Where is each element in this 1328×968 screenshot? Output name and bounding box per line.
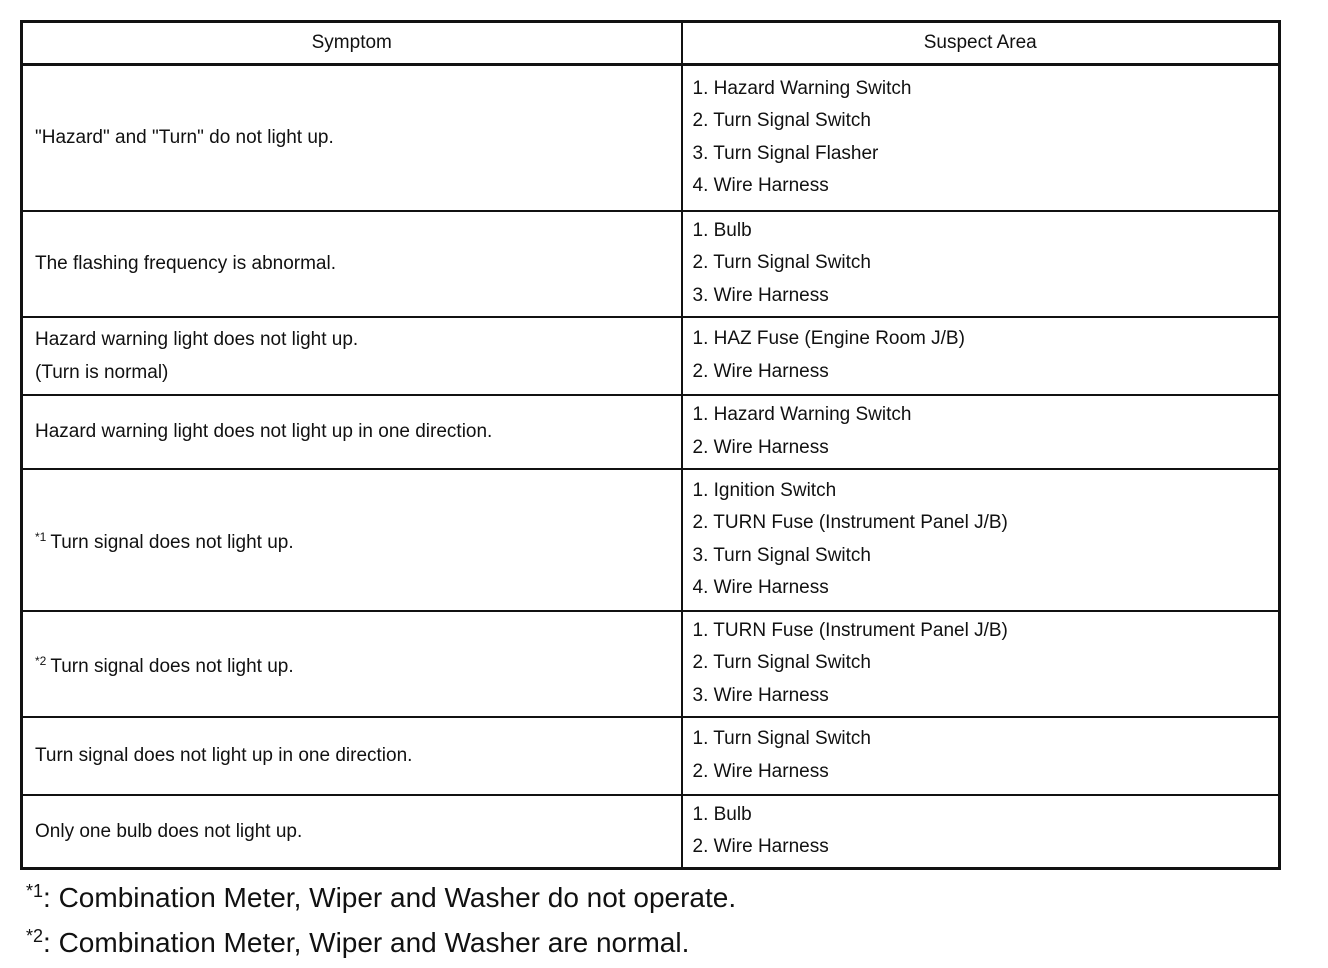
suspect-list	[693, 215, 1279, 313]
table-row	[22, 795, 1280, 869]
suspect-list	[693, 799, 1279, 864]
suspect-item: 1. Bulb	[692, 219, 752, 241]
suspect-item: 2. Wire Harness	[692, 436, 829, 458]
symptom-cell	[22, 317, 682, 395]
suspect-area-cell	[682, 795, 1280, 869]
table-row	[22, 65, 1280, 211]
footnote-2-text: : Combination Meter, Wiper and Washer are normal.	[43, 927, 690, 958]
symptom-cell	[22, 611, 682, 717]
symptom-cell	[22, 795, 682, 869]
suspect-list	[693, 615, 1279, 713]
symptom-text: Turn signal does not light up in one direction.	[35, 745, 413, 766]
symptom-cell	[22, 717, 682, 795]
footnote-1-mark: *1	[26, 881, 44, 901]
suspect-item: 1. Hazard Warning Switch	[692, 404, 912, 425]
suspect-item: 1. Ignition Switch	[692, 479, 837, 501]
suspect-item: 1. HAZ Fuse (Engine Room J/B)	[692, 328, 965, 349]
suspect-area-column-header: Suspect Area	[682, 22, 1280, 65]
suspect-item: 3. Wire Harness	[692, 284, 829, 306]
suspect-item: 2. Turn Signal Switch	[692, 652, 871, 674]
suspect-area-cell	[682, 65, 1280, 211]
table-row	[22, 317, 1280, 395]
footnote-mark: *2	[35, 653, 47, 668]
footnotes	[26, 872, 736, 962]
suspect-list	[693, 475, 1279, 605]
symptom-column-header: Symptom	[22, 22, 682, 65]
suspect-item: 2. Turn Signal Switch	[692, 110, 871, 132]
table-header-row	[22, 22, 1280, 65]
symptom-text-line2: (Turn is normal)	[35, 361, 169, 383]
symptom-cell	[22, 469, 682, 611]
symptom-text: Only one bulb does not light up.	[35, 820, 303, 842]
suspect-area-cell	[682, 469, 1280, 611]
symptom-text: "Hazard" and "Turn" do not light up.	[35, 127, 334, 149]
suspect-item: 3. Wire Harness	[692, 684, 829, 706]
symptom-cell	[22, 65, 682, 211]
table-row	[22, 395, 1280, 469]
suspect-item: 2. Wire Harness	[692, 836, 829, 858]
suspect-item: 4. Wire Harness	[692, 577, 829, 598]
suspect-list	[693, 399, 1279, 464]
suspect-item: 2. Turn Signal Switch	[692, 252, 871, 274]
troubleshooting-table	[20, 20, 1281, 870]
suspect-item: 3. Turn Signal Switch	[692, 544, 871, 566]
table-row	[22, 469, 1280, 611]
suspect-item: 2. TURN Fuse (Instrument Panel J/B)	[692, 512, 1008, 533]
symptom-text: Turn signal does not light up.	[50, 655, 294, 677]
suspect-area-cell	[682, 211, 1280, 317]
symptom-text: The flashing frequency is abnormal.	[35, 253, 336, 274]
suspect-list	[693, 73, 1279, 203]
footnote-2-mark: *2	[26, 926, 44, 946]
table-row	[22, 211, 1280, 317]
suspect-item: 3. Turn Signal Flasher	[692, 142, 879, 164]
footnote-1	[26, 872, 736, 917]
suspect-item: 2. Wire Harness	[692, 760, 829, 782]
suspect-list	[693, 723, 1279, 788]
suspect-item: 2. Wire Harness	[692, 360, 829, 382]
suspect-area-cell	[682, 317, 1280, 395]
footnote-mark: *1	[35, 529, 47, 544]
suspect-item: 1. Turn Signal Switch	[692, 728, 871, 749]
suspect-area-cell	[682, 611, 1280, 717]
footnote-2	[26, 917, 736, 962]
table-row	[22, 717, 1280, 795]
suspect-item: 1. TURN Fuse (Instrument Panel J/B)	[692, 619, 1008, 641]
symptom-text: Hazard warning light does not light up.	[35, 328, 359, 350]
suspect-item: 1. Hazard Warning Switch	[692, 77, 912, 99]
symptom-cell	[22, 395, 682, 469]
symptom-text: Hazard warning light does not light up in one direction.	[35, 421, 493, 442]
suspect-area-cell	[682, 395, 1280, 469]
symptom-text: Turn signal does not light up.	[50, 531, 294, 553]
symptom-cell	[22, 211, 682, 317]
suspect-list	[693, 323, 1279, 388]
footnote-1-text: : Combination Meter, Wiper and Washer do not operate.	[43, 882, 737, 913]
suspect-item: 1. Bulb	[692, 803, 752, 825]
suspect-area-cell	[682, 717, 1280, 795]
table-row	[22, 611, 1280, 717]
suspect-item: 4. Wire Harness	[692, 175, 829, 197]
